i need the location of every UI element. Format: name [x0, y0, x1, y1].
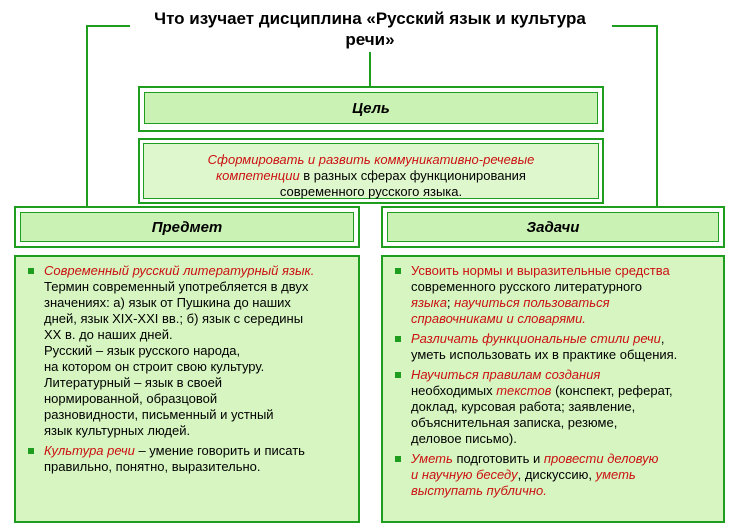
bullet-icon: [28, 448, 34, 454]
bullet-icon: [395, 372, 401, 378]
goal-text-line-2: [144, 168, 598, 184]
goal-header: [144, 92, 598, 124]
subject-item-1-line: на котором он строит свою культуру.: [44, 359, 265, 374]
subject-item-2-line: правильно, понятно, выразительно.: [44, 459, 261, 474]
task-4-line-2b: , дискуссию,: [517, 467, 596, 482]
task-4-line-3: выступать публично.: [411, 483, 547, 498]
task-item-2: [393, 331, 715, 363]
task-2-line-1b: ,: [660, 331, 665, 346]
bullet-icon: [395, 456, 401, 462]
subject-item-1-line: язык культурных людей.: [44, 423, 191, 438]
subject-item-1-line: Русский – язык русского народа,: [44, 343, 241, 358]
connector-center: [369, 52, 371, 87]
goal-text: [143, 143, 599, 199]
task-1-line-3a: языка: [411, 295, 447, 310]
bullet-icon: [395, 268, 401, 274]
task-4-line-1b: подготовить и: [452, 451, 544, 466]
task-item-1: [393, 263, 715, 327]
task-2-line-1: Различать функциональные стили речи: [411, 331, 661, 346]
task-1-line-3c: научиться пользоваться: [454, 295, 610, 310]
title-line-2: речи»: [345, 30, 395, 49]
task-1-line-4: справочниками и словарями.: [411, 311, 586, 326]
subject-item-2: [26, 443, 350, 475]
task-4-line-1c: провести деловую: [543, 451, 659, 466]
task-1-line-3b: ;: [446, 295, 455, 310]
task-4-line-1a: Уметь: [411, 451, 453, 466]
goal-red-part-2: компетенции: [216, 168, 300, 183]
connector-right-down: [656, 25, 658, 208]
subject-item-1-line: Литературный – язык в своей: [44, 375, 223, 390]
goal-header-label: Цель: [352, 99, 390, 117]
subject-item-1-line: дней, язык XIX-XXI вв.; б) язык с середины: [44, 311, 304, 326]
tasks-header-label: Задачи: [526, 218, 580, 236]
subject-item-1-line: значениях: а) язык от Пушкина до наших: [44, 295, 291, 310]
task-3-line-2b: текстов: [496, 383, 552, 398]
task-1-line-1: Усвоить нормы и выразительные средства: [411, 263, 670, 278]
goal-rest-part-1: в разных сферах функционирования: [299, 168, 526, 183]
task-3-line-5: деловое письмо).: [411, 431, 517, 446]
task-3-line-1: Научиться правилам создания: [411, 367, 601, 382]
subject-list-box: [14, 255, 360, 523]
subject-item-2-title: Культура речи: [44, 443, 135, 458]
task-2-line-2: уметь использовать их в практике общения.: [411, 347, 678, 362]
subject-header-label: Предмет: [151, 218, 223, 236]
subject-item-1-line: разновидности, письменный и устный: [44, 407, 274, 422]
task-1-line-2: современного русского литературного: [411, 279, 642, 294]
task-4-line-2c: уметь: [595, 467, 636, 482]
subject-item-1-line: XX в. до наших дней.: [44, 327, 173, 342]
subject-list: [26, 263, 350, 475]
bullet-icon: [395, 336, 401, 342]
connector-right-top: [612, 25, 658, 27]
bullet-icon: [28, 268, 34, 274]
subject-item-1-line: нормированной, образцовой: [44, 391, 218, 406]
goal-rest-part-2: современного русского языка.: [279, 184, 463, 199]
goal-red-part-1: Сформировать и развить коммуникативно-речевые: [207, 152, 535, 167]
subject-item-1-line: Термин современный употребляется в двух: [44, 279, 309, 294]
tasks-list-box: [381, 255, 725, 523]
tasks-header: [387, 212, 719, 242]
task-3-line-4: объяснительная записка, резюме,: [411, 415, 618, 430]
goal-text-line-1: [144, 152, 598, 168]
subject-item-2-rest: – умение говорить и писать: [134, 443, 305, 458]
diagram-title: [120, 8, 620, 50]
title-line-1: Что изучает дисциплина «Русский язык и культура: [154, 9, 586, 28]
subject-header: [20, 212, 354, 242]
connector-left-down: [86, 25, 88, 208]
task-item-3: [393, 367, 715, 447]
tasks-list: [393, 263, 715, 499]
task-3-line-3: доклад, курсовая работа; заявление,: [411, 399, 636, 414]
subject-item-1: [26, 263, 350, 439]
task-4-line-2a: и научную беседу: [411, 467, 518, 482]
subject-item-1-title: Современный русский литературный язык.: [44, 263, 315, 278]
task-item-4: [393, 451, 715, 499]
connector-left-top: [86, 25, 130, 27]
task-3-line-2a: необходимых: [411, 383, 497, 398]
task-3-line-2c: (конспект, реферат,: [551, 383, 673, 398]
